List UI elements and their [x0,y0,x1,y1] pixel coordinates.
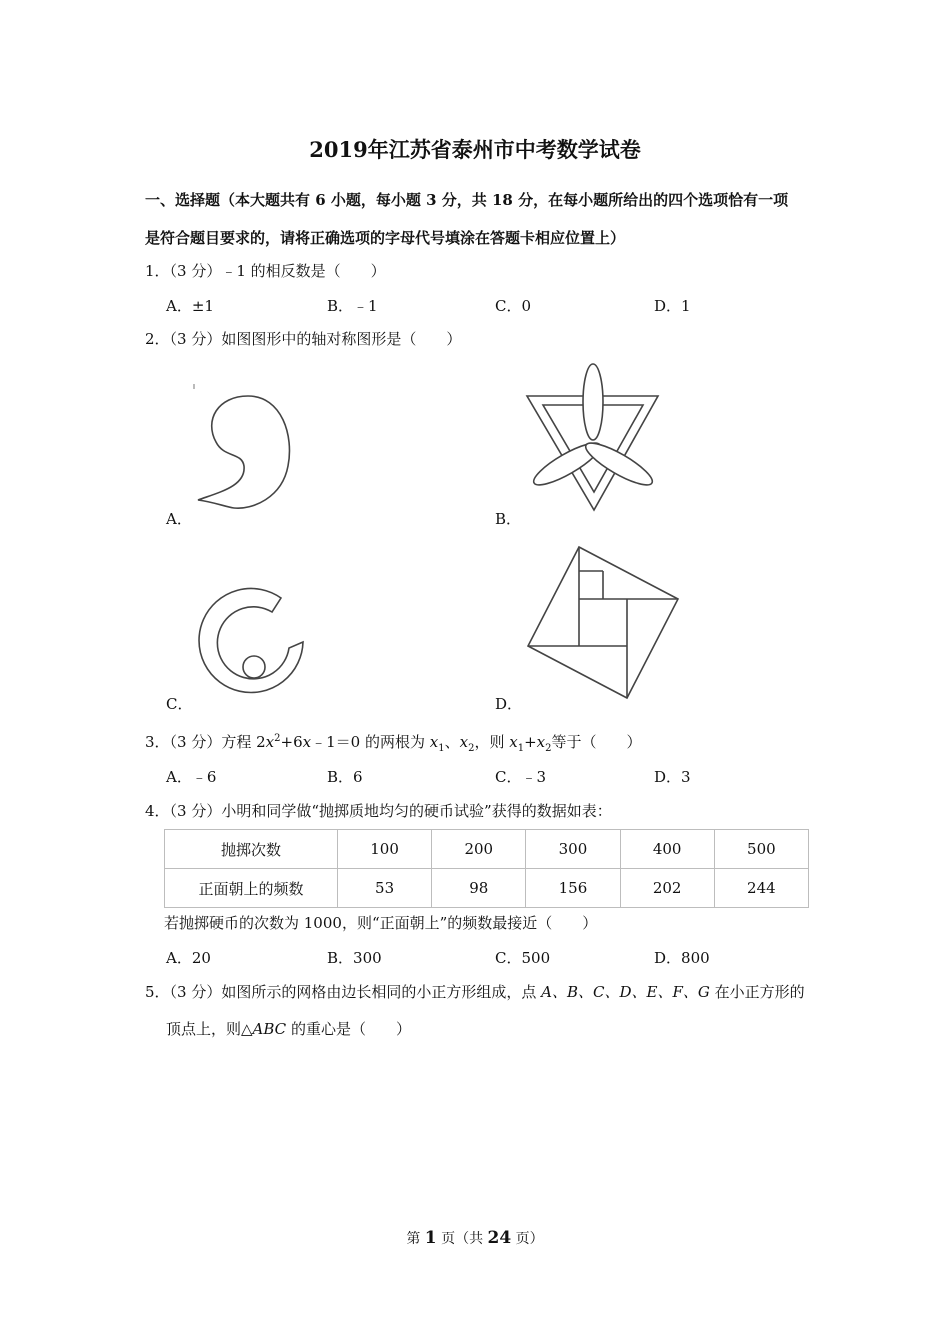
table-row [165,869,809,908]
question-5-stem-line2: 顶点上，则△ABC 的重心是（ ） [166,1020,411,1038]
question-4-followup: 若抛掷硬币的次数为 1000，则“正面朝上”的频数最接近（ ） [164,914,598,932]
question-2-stem: 2．（3 分）如图图形中的轴对称图形是（ ） [145,330,462,348]
q2-label-a: A． [166,510,192,528]
section-heading-line1: 一、选择题（本大题共有 6 小题，每小题 3 分，共 18 分，在每小题所给出的四个选项恰有一项 [145,191,789,209]
section-heading-line2: 是符合题目要求的，请将正确选项的字母代号填涂在答题卡相应位置上） [145,229,626,247]
question-1-stem: 1．（3 分）﹣1 的相反数是（ ） [145,262,386,280]
table-cell: 500 [714,830,808,869]
table-cell: 244 [714,869,808,908]
question-3-stem: 3．（3 分）方程 $2x^2+6x﹣1=0$ 的两根为 $x_1$、$x_2$，则 $x_1+x_2$等于（ ） [145,733,642,754]
table-cell: 156 [526,869,620,908]
q2-figure-b [525,362,660,512]
table-row [165,830,809,869]
table-cell: 100 [338,830,432,869]
table-cell: 300 [526,830,620,869]
table-cell: 202 [620,869,714,908]
q3-option-d: D．3 [654,768,691,786]
page-footer: 第 1 页（共 24 页） [406,1228,544,1248]
q3-option-c: C．﹣3 [495,768,547,786]
q4-option-a: A．20 [166,949,211,967]
q2-figure-d [525,545,683,703]
page-title: 2019年江苏省泰州市中考数学试卷 [309,137,641,162]
q1-option-d: D．1 [654,297,691,315]
q4-option-d: D．800 [654,949,710,967]
q3-option-b: B．6 [327,768,363,786]
q2-label-d: D． [495,695,523,713]
q1-option-c: C．0 [495,297,532,315]
q4-option-b: B．300 [327,949,382,967]
table-cell: 正面朝上的频数 [165,869,338,908]
q4-option-c: C．500 [495,949,551,967]
question-4-stem: 4．（3 分）小明和同学做“抛掷质地均匀的硬币试验”获得的数据如表： [145,802,612,820]
q1-option-a: A．±1 [166,297,214,315]
question-5-stem-line1: 5．（3 分）如图所示的网格由边长相同的小正方形组成，点 A、B、C、D、E、F、G 在小正方形的 [145,983,805,1001]
frequency-table [164,829,809,908]
table-cell: 400 [620,830,714,869]
table-cell: 53 [338,869,432,908]
q2-label-c: C． [166,695,193,713]
table-cell: 200 [432,830,526,869]
q2-figure-c [195,580,315,700]
q2-figure-a [190,380,300,515]
table-cell: 抛掷次数 [165,830,338,869]
q2-label-b: B． [495,510,522,528]
table-cell: 98 [432,869,526,908]
q1-option-b: B．﹣1 [327,297,378,315]
q3-option-a: A．﹣6 [166,768,217,786]
